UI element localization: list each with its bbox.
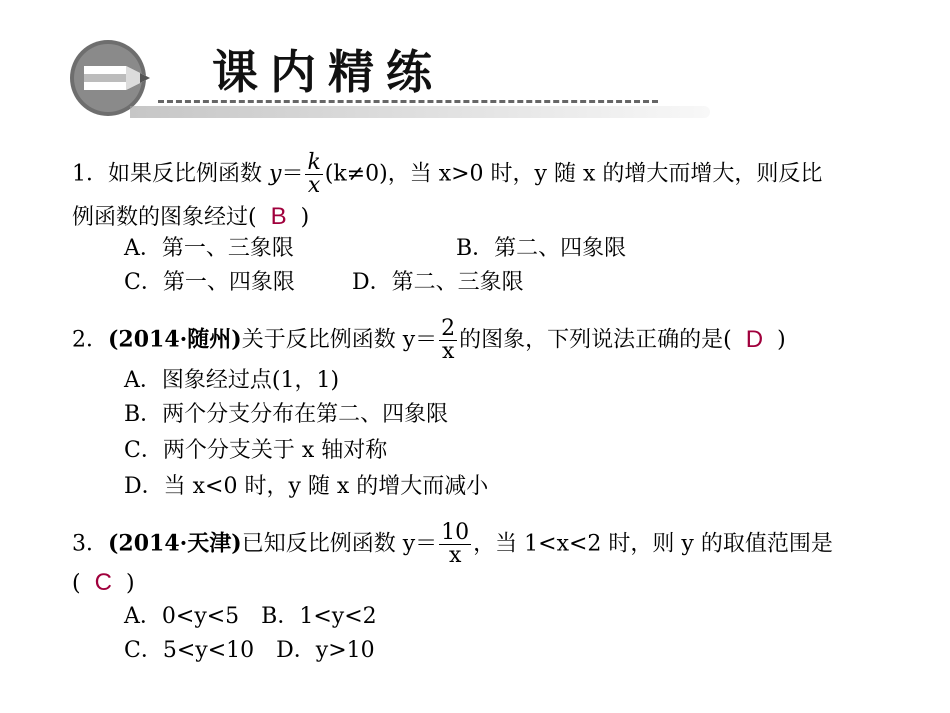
q3-text-d: ): [125, 571, 135, 596]
q1-fraction: [305, 152, 322, 197]
q2-option-d: D．当 x<0 时，y 随 x 的增大而减小: [124, 474, 489, 499]
q1-frac-num: k: [307, 150, 321, 175]
q1-answer: B: [270, 203, 287, 230]
q3-number: 3．: [72, 531, 108, 557]
q3-text-c: (: [72, 571, 81, 596]
page-title: 课内精练: [212, 45, 444, 99]
q1-equals: ＝: [281, 161, 304, 187]
q1-var-y: y: [269, 161, 282, 187]
q1-option-c: C．第一、四象限: [124, 270, 295, 295]
q1-text-a: 1．如果反比例函数: [72, 161, 269, 187]
q3-frac-num: 10: [441, 520, 470, 545]
q2-number: 2．: [72, 327, 108, 353]
q3-line-2: [72, 568, 135, 599]
q3-text-b: ，当 1<x<2 时，则 y 的取值范围是: [473, 531, 833, 557]
q3-options-cd: C．5<y<10 D．y>10: [124, 638, 375, 663]
q2-frac-num: 2: [441, 316, 456, 341]
q3-frac-den: x: [448, 543, 462, 568]
q1-frac-den: x: [307, 173, 321, 198]
q1-option-b: B．第二、四象限: [456, 236, 627, 261]
q1-text-b: (k≠0)，当 x>0 时，y 随 x 的增大而增大，则反比: [324, 161, 823, 187]
q1-text-c: 例函数的图象经过(: [72, 205, 257, 230]
q3-line-1: [72, 522, 833, 567]
q2-frac-den: x: [441, 339, 455, 364]
q3-text-a: 已知反比例函数 y＝: [241, 531, 438, 557]
q3-answer: C: [94, 569, 112, 596]
q2-option-b: B．两个分支分布在第二、四象限: [124, 402, 449, 427]
q1-option-d: D．第二、三象限: [352, 270, 524, 295]
q1-line-1: [72, 152, 822, 197]
q2-source: (2014·随州): [108, 326, 242, 353]
q2-text-c: ): [777, 327, 786, 353]
header-underline-shadow: [130, 106, 710, 118]
q3-options-ab: A．0<y<5 B．1<y<2: [124, 604, 377, 629]
q3-source: (2014·天津): [108, 530, 242, 557]
q2-text-a: 关于反比例函数 y＝: [241, 327, 438, 353]
q1-option-a: A．第一、三象限: [124, 236, 294, 261]
q2-answer: D: [745, 325, 764, 353]
q2-option-a: A．图象经过点(1，1): [124, 368, 340, 393]
q2-option-c: C．两个分支关于 x 轴对称: [124, 438, 388, 463]
q2-fraction: [439, 318, 457, 363]
q3-fraction: [439, 522, 471, 567]
header: [0, 0, 950, 140]
q2-text-b: 的图象，下列说法正确的是(: [459, 327, 732, 353]
q2-line-1: [72, 318, 786, 363]
q1-line-2: [72, 202, 309, 233]
q1-text-d: ): [300, 205, 310, 230]
